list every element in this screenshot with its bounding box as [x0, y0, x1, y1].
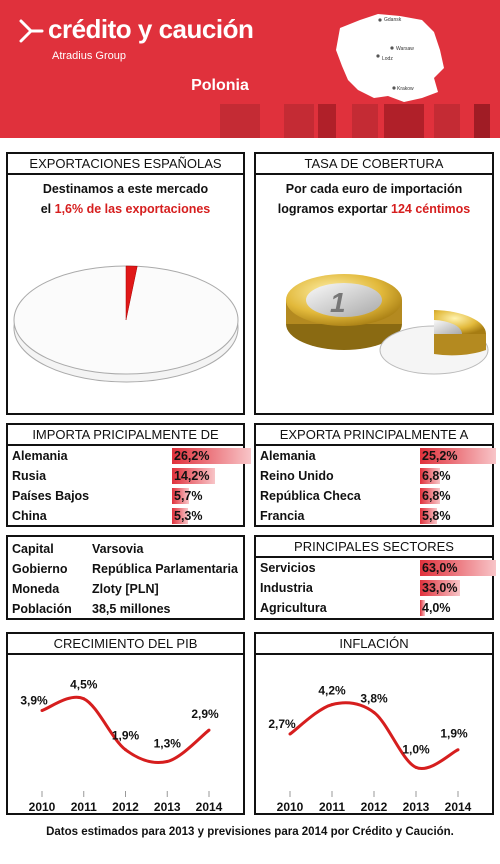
data-point	[166, 760, 169, 763]
x-tick-label: 2013	[153, 800, 181, 813]
brand-name: crédito y caución	[48, 14, 254, 44]
pib-line-chart	[8, 655, 243, 813]
data-label: 1,9%	[440, 726, 468, 741]
data-label: 1,3%	[153, 736, 181, 751]
exporta-list	[256, 446, 492, 526]
data-point	[208, 729, 211, 732]
x-tick-label: 2011	[70, 800, 97, 813]
list-item: Francia 5,8%	[260, 509, 451, 523]
x-tick-label: 2011	[318, 800, 346, 813]
x-tick-label: 2014	[444, 800, 472, 813]
cobertura-line1: Por cada euro de importación	[285, 182, 463, 196]
euro-coins-illustration	[256, 222, 492, 412]
exportaciones-pie-chart	[8, 222, 243, 412]
data-label: 3,9%	[20, 693, 48, 708]
list-item: Alemania 25,2%	[256, 446, 492, 466]
cobertura-panel	[254, 152, 494, 415]
coin-digit: 1	[330, 287, 346, 318]
sectores-list	[256, 558, 492, 618]
list-item: Agricultura 4,0%	[260, 601, 451, 615]
importa-list	[8, 446, 243, 526]
country-info-panel	[6, 535, 245, 620]
data-point	[41, 709, 44, 712]
data-label: 2,7%	[268, 717, 296, 732]
chart-title: CRECIMIENTO DEL PIB	[8, 634, 243, 655]
data-label: 1,9%	[111, 728, 140, 743]
data-label: 4,5%	[70, 677, 98, 692]
list-item: Servicios 63,0%	[256, 558, 492, 578]
cobertura-line2: logramos exportar 124 céntimos	[277, 202, 471, 216]
header-banner	[0, 0, 500, 138]
chart-title: INFLACIÓN	[256, 634, 492, 655]
exportaciones-line2: el 1,6% de las exportaciones	[40, 202, 211, 216]
panel-title: TASA DE COBERTURA	[256, 154, 492, 175]
info-row: Población 38,5 millones	[12, 602, 171, 616]
list-item: República Checa 6,8%	[260, 489, 451, 503]
pib-chart-panel	[6, 632, 245, 815]
list-item: China 5,3%	[12, 509, 203, 523]
data-label: 1,0%	[402, 742, 430, 757]
panel-title: EXPORTACIONES ESPAÑOLAS	[8, 154, 243, 175]
list-item: Rusia 14,2%	[8, 466, 243, 486]
list-item: Industria 33,0%	[256, 578, 492, 598]
panel-title: IMPORTA PRICIPALMENTE DE	[8, 425, 243, 446]
country-name: Polonia	[191, 77, 249, 94]
data-point	[331, 703, 334, 706]
data-point	[289, 733, 292, 736]
x-tick-label: 2012	[112, 800, 139, 813]
exportaciones-share-value: 1,6%	[54, 202, 84, 216]
x-tick-label: 2010	[276, 800, 304, 813]
info-row: Moneda Zloty [PLN]	[12, 582, 159, 596]
x-tick-label: 2013	[402, 800, 430, 813]
x-tick-label: 2014	[195, 800, 223, 813]
panel-title: PRINCIPALES SECTORES	[256, 537, 492, 558]
brand-logo-icon	[18, 18, 44, 44]
inflacion-chart-panel	[254, 632, 494, 815]
map-city-label: Lodz	[382, 56, 393, 62]
country-map-icon	[330, 6, 450, 106]
data-point	[373, 711, 376, 714]
exportaciones-line1: Destinamos a este mercado	[42, 182, 209, 196]
footer-note: Datos estimados para 2013 y previsiones para 2014 por Crédito y Caución.	[46, 826, 454, 838]
list-item: Países Bajos 5,7%	[12, 489, 203, 503]
panel-title: EXPORTA PRINCIPALMENTE A	[256, 425, 492, 446]
brand-subtitle: Atradius Group	[52, 50, 126, 62]
data-point	[82, 697, 85, 700]
x-tick-label: 2010	[28, 800, 56, 813]
cobertura-value: 124 céntimos	[391, 202, 471, 216]
x-tick-label: 2012	[360, 800, 388, 813]
list-item: Reino Unido 6,8%	[260, 469, 451, 483]
info-row: Gobierno República Parlamentaria	[12, 562, 238, 576]
euro-coin-icon	[286, 274, 402, 350]
data-point	[415, 766, 418, 769]
sectores-panel	[254, 535, 494, 620]
importa-panel	[6, 423, 245, 527]
exporta-panel	[254, 423, 494, 527]
inflacion-line-chart	[256, 655, 492, 813]
data-label: 3,8%	[360, 691, 388, 706]
map-city-label: Warsaw	[396, 46, 414, 52]
exportaciones-panel	[6, 152, 245, 415]
data-point	[457, 748, 460, 751]
info-row: Capital Varsovia	[12, 542, 144, 556]
data-point	[124, 748, 127, 751]
data-label: 4,2%	[318, 683, 346, 698]
country-info-list	[8, 539, 243, 619]
map-city-label: Krakow	[397, 86, 414, 92]
list-item: Alemania 26,2%	[8, 446, 243, 466]
data-label: 2,9%	[191, 707, 219, 722]
map-city-label: Gdansk	[384, 17, 402, 23]
